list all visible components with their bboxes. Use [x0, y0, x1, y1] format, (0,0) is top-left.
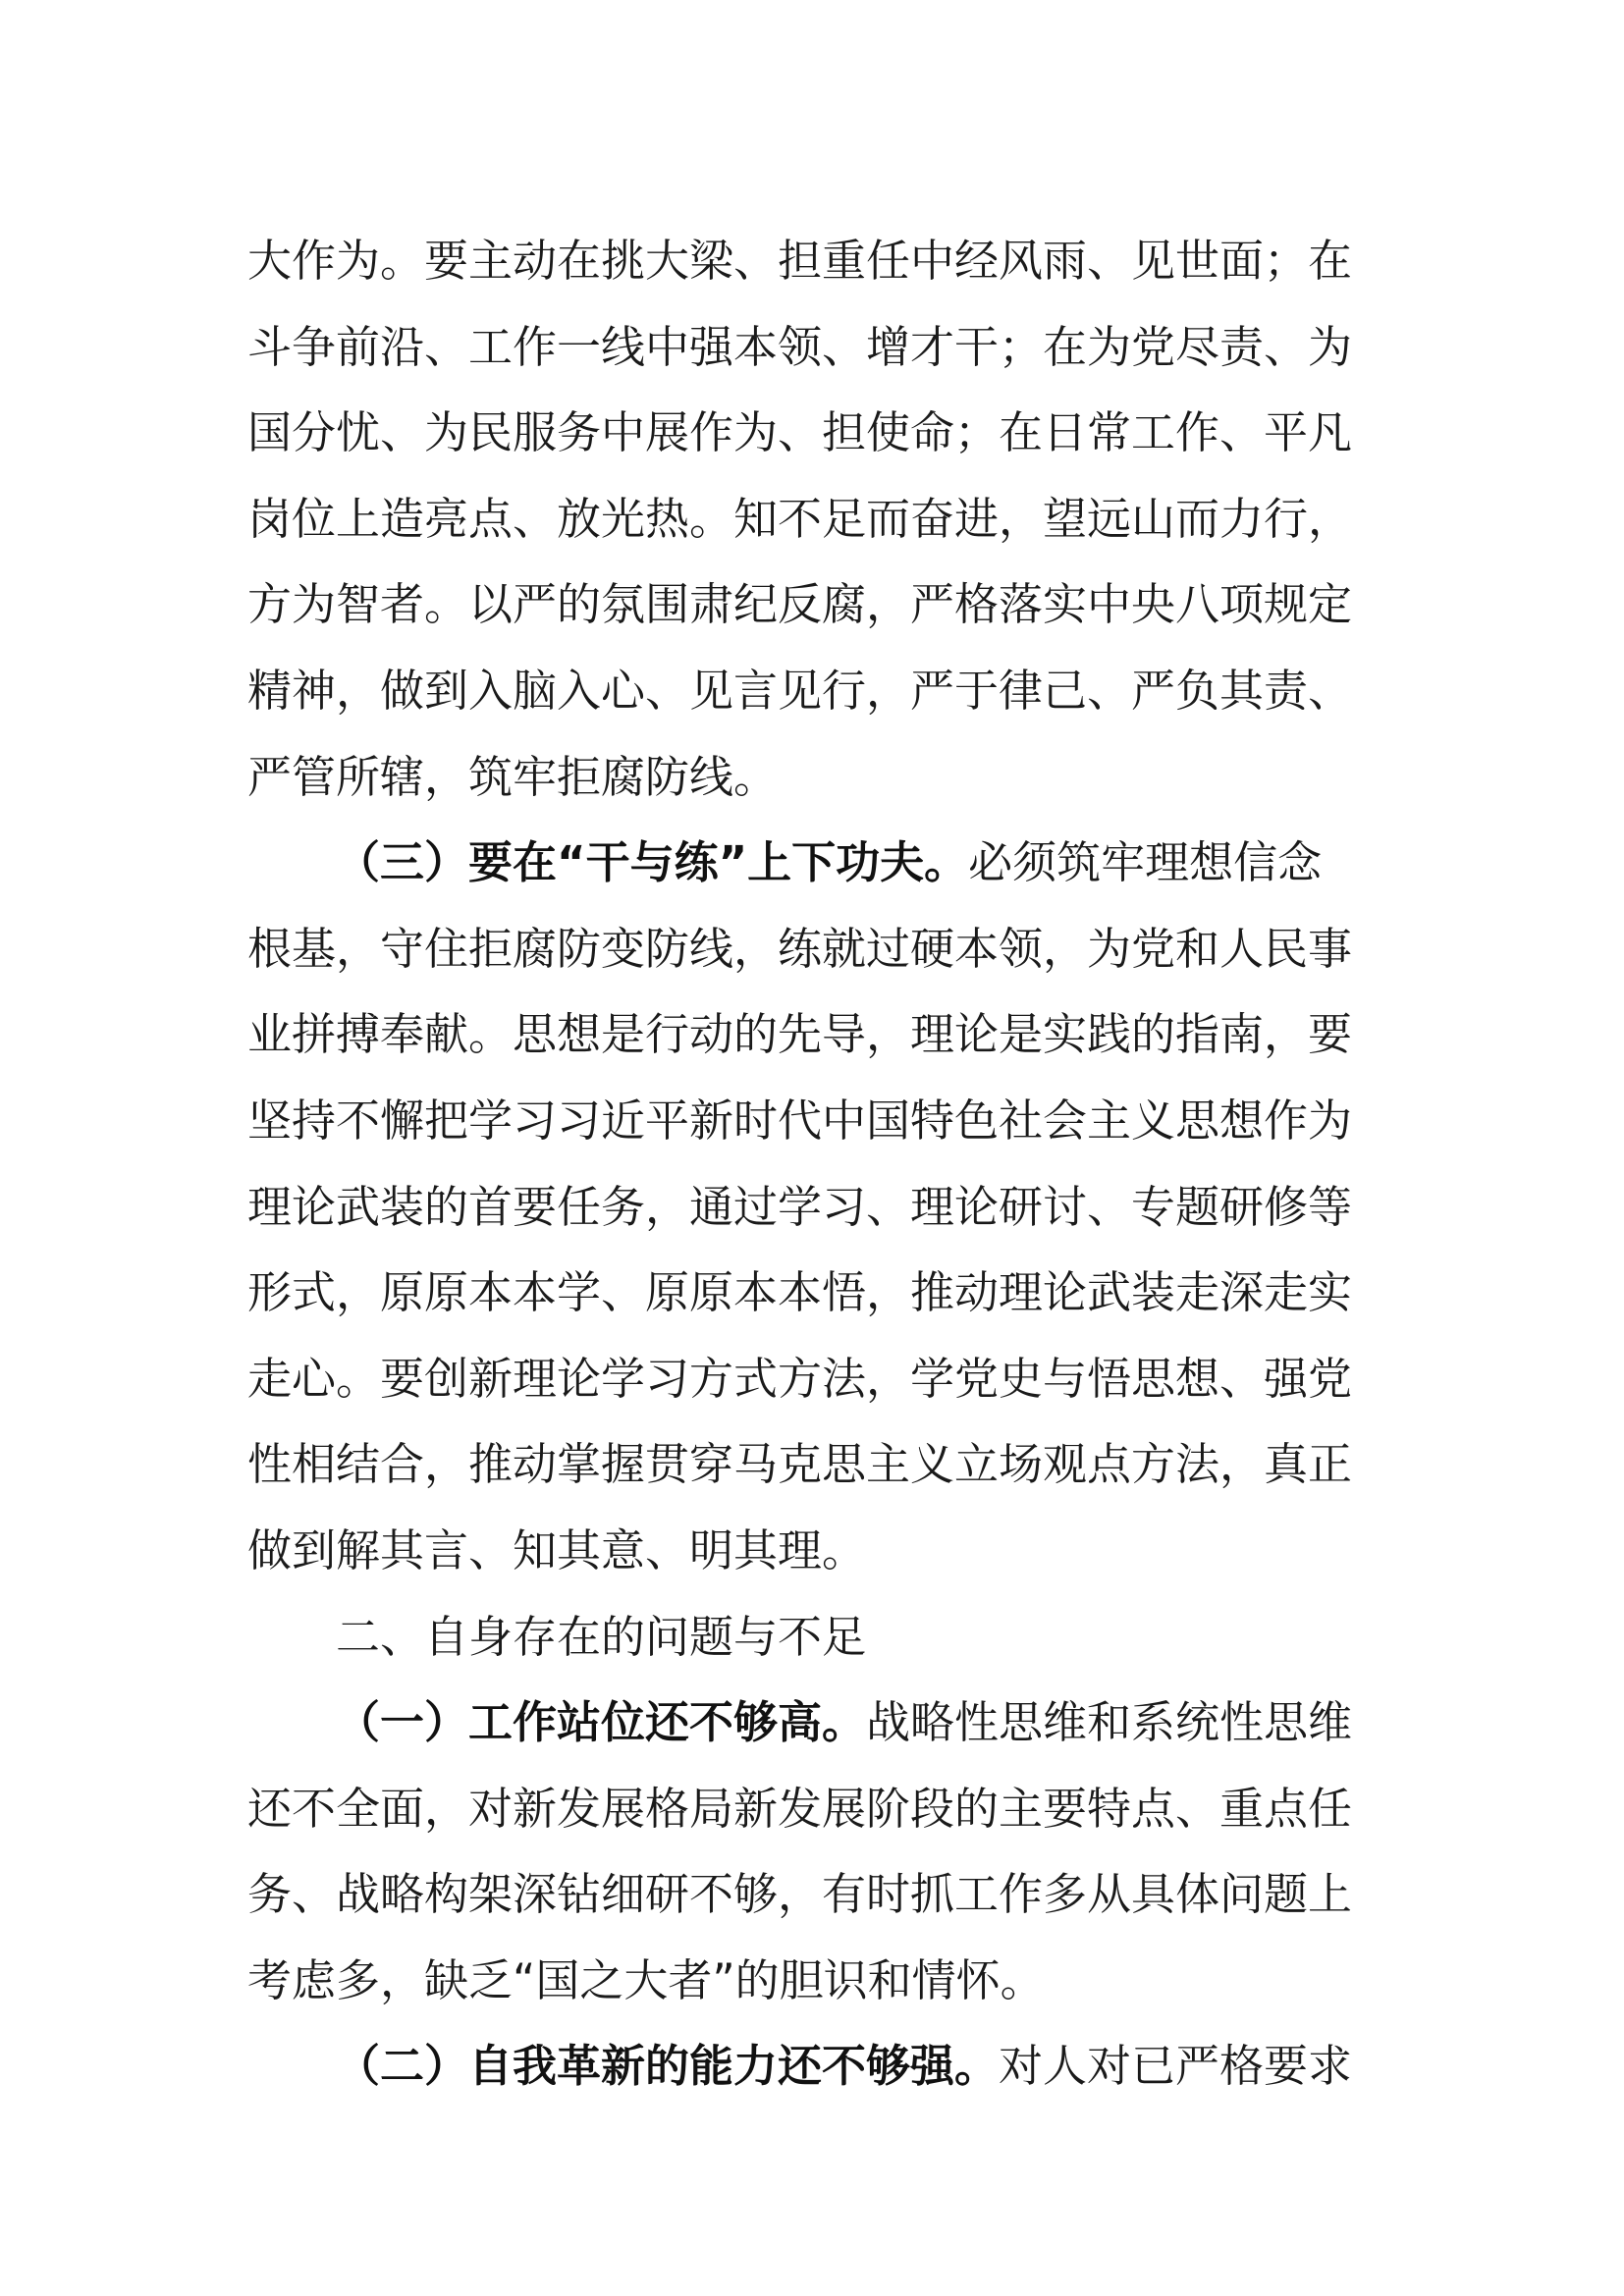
- body-line: [247, 991, 1396, 1078]
- body-line: [247, 648, 1396, 734]
- body-line: [247, 1851, 1396, 1938]
- body-line: [247, 561, 1396, 648]
- line-text: 国分忧、为民服务中展作为、担使命；在日常工作、平凡: [247, 406, 1353, 459]
- line-text: 岗位上造亮点、放光热。知不足而奋进，望远山而力行，: [247, 492, 1353, 545]
- line-text: 方为智者。以严的氛围肃纪反腐，严格落实中央八项规定: [247, 578, 1353, 631]
- line-text: 业拼搏奉献。思想是行动的先导，理论是实践的指南，要: [247, 1008, 1353, 1061]
- line-text: 对人对已严格要求: [999, 2040, 1353, 2093]
- line-text: 走心。要创新理论学习方式方法，学党史与悟思想、强党: [247, 1352, 1353, 1405]
- line-text: 严管所辖，筑牢拒腐防线。: [247, 750, 779, 803]
- line-text: 根基，守住拒腐防变防线，练就过硬本领，为党和人民事: [247, 922, 1353, 975]
- body-line: [247, 1938, 1396, 2024]
- subheading-line-3: [247, 820, 1396, 906]
- section-heading-text: 二、自身存在的问题与不足: [336, 1610, 867, 1663]
- line-text: 大作为。要主动在挑大梁、担重任中经风雨、见世面；在: [247, 235, 1353, 287]
- body-line: [247, 906, 1396, 992]
- subheading-3: （三）要在“干与练”上下功夫。: [336, 836, 969, 889]
- section-heading-2: [247, 1594, 1396, 1681]
- line-text: 形式，原原本本学、原原本本悟，推动理论武装走深走实: [247, 1266, 1353, 1319]
- body-line: [247, 476, 1396, 562]
- line-text: 还不全面，对新发展格局新发展阶段的主要特点、重点任: [247, 1782, 1353, 1835]
- line-text: 精神，做到入脑入心、见言见行，严于律己、严负其责、: [247, 664, 1353, 717]
- body-line: [247, 1766, 1396, 1852]
- subheading-line-2: [247, 2023, 1396, 2109]
- body-line: [247, 1421, 1396, 1508]
- line-text: 性相结合，推动掌握贯穿马克思主义立场观点方法，真正: [247, 1438, 1353, 1491]
- line-text: 理论武装的首要任务，通过学习、理论研讨、专题研修等: [247, 1180, 1353, 1233]
- body-line: [247, 1336, 1396, 1422]
- body-line: [247, 1078, 1396, 1164]
- body-line: [247, 304, 1396, 391]
- document-body: [247, 218, 1396, 2109]
- body-line: [247, 1164, 1396, 1251]
- body-line: [247, 1250, 1396, 1336]
- body-line: [247, 390, 1396, 476]
- line-text: 斗争前沿、工作一线中强本领、增才干；在为党尽责、为: [247, 320, 1353, 373]
- line-text: 务、战略构架深钻细研不够，有时抓工作多从具体问题上: [247, 1868, 1353, 1921]
- subheading-1: （一）工作站位还不够高。: [336, 1696, 867, 1749]
- line-text: 考虑多，缺乏“国之大者”的胆识和情怀。: [247, 1953, 1045, 2006]
- line-text: 坚持不懈把学习习近平新时代中国特色社会主义思想作为: [247, 1094, 1353, 1147]
- line-text: 必须筑牢理想信念: [968, 836, 1323, 889]
- subheading-2: （二）自我革新的能力还不够强。: [336, 2040, 1000, 2093]
- body-line: [247, 218, 1396, 304]
- body-line: [247, 734, 1396, 821]
- line-text: 战略性思维和系统性思维: [866, 1696, 1353, 1749]
- body-line: [247, 1508, 1396, 1594]
- subheading-line-1: [247, 1680, 1396, 1766]
- line-text: 做到解其言、知其意、明其理。: [247, 1523, 867, 1576]
